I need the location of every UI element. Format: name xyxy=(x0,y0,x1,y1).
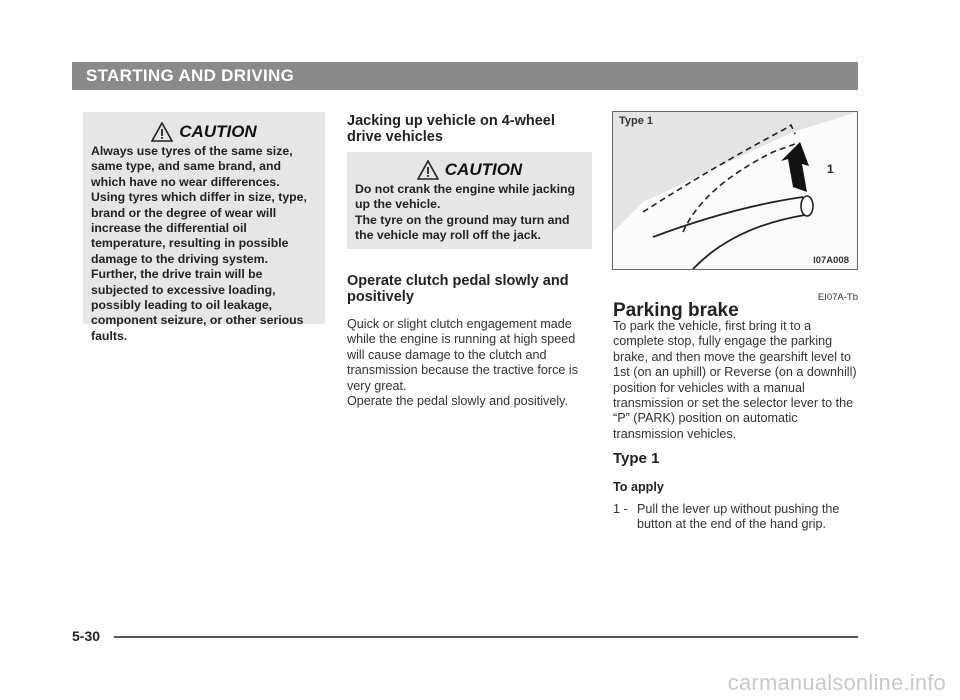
watermark: carmanualsonline.info xyxy=(727,670,946,695)
caution-label: CAUTION xyxy=(179,122,257,141)
figure-code: I07A008 xyxy=(813,255,849,266)
caution-paragraph: The tyre on the ground may turn and the vehicle may roll off the jack. xyxy=(355,212,570,243)
caution-paragraph: Further, the drive train will be subjected to excessive loading, possibly leading to oil leakage, component seizure, or other serious faults. xyxy=(91,267,304,343)
warning-triangle-icon xyxy=(151,122,173,142)
caution-heading xyxy=(91,122,317,142)
caution-text xyxy=(91,144,317,344)
parking-brake-figure xyxy=(612,111,858,270)
step-text: Pull the lever up without pushing the button at the end of the hand grip. xyxy=(637,502,840,532)
footer-rule xyxy=(114,636,858,638)
clutch-paragraph: Operate the pedal slowly and positively. xyxy=(347,394,568,409)
caution-heading xyxy=(355,160,584,180)
chapter-title: STARTING AND DRIVING xyxy=(86,66,295,85)
jacking-heading: Jacking up vehicle on 4-wheel drive vehicles xyxy=(347,113,555,145)
page-number: 5-30 xyxy=(72,628,101,644)
parking-brake-intro: To park the vehicle, first bring it to a complete stop, fully engage the parking brake, and then move the gearshift level to 1st (on an uphill) or Reverse (on a downhill) position for vehicles with a manual transmission or set the selector lever to the “P” (PARK) position on automatic transmission vehicles. xyxy=(613,319,857,441)
type-heading: Type 1 xyxy=(613,450,660,467)
section-title: Parking brake xyxy=(613,299,739,321)
chapter-header xyxy=(72,62,858,90)
clutch-text xyxy=(347,317,592,409)
jacking-caution-box xyxy=(347,152,592,249)
clutch-heading: Operate clutch pedal slowly and positively xyxy=(347,273,569,305)
caution-paragraph: Always use tyres of the same size, same type, and same brand, and which have no wear differences. Using tyres which differ in size, type, brand or the degree of wear will increase the differential oil temperature, resulting in possible damage to the driving system. xyxy=(91,144,307,266)
to-apply-heading: To apply xyxy=(613,480,664,494)
tyre-caution-box xyxy=(83,112,325,343)
step-number: 1 - xyxy=(613,502,628,516)
caution-label: CAUTION xyxy=(444,160,523,179)
caution-text xyxy=(355,182,584,244)
warning-triangle-icon xyxy=(417,160,439,180)
section-code: EI07A-Tb xyxy=(817,292,858,303)
caution-paragraph: Do not crank the engine while jacking up the vehicle. xyxy=(355,182,576,212)
figure-label: Type 1 xyxy=(619,115,654,127)
parking-brake-lever-illustration xyxy=(613,112,857,269)
clutch-paragraph: Quick or slight clutch engagement made while the engine is running at high speed will cause damage to the clutch and transmission because the tractive force is very great. xyxy=(347,317,578,393)
figure-callout-number: 1 xyxy=(827,162,834,176)
step-item xyxy=(613,502,858,533)
